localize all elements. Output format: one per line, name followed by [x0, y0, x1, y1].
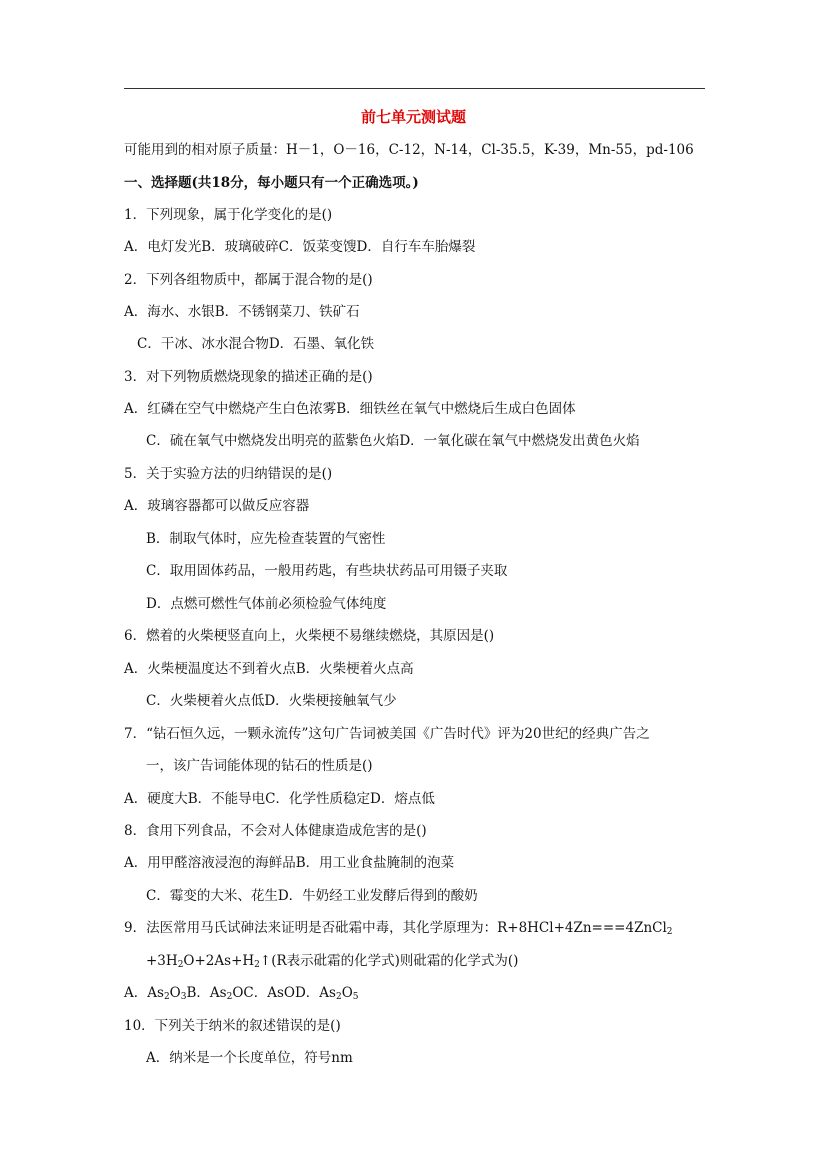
q9-part: ↑(R表示砒霜的化学式)则砒霜的化学式为() [259, 953, 519, 969]
question-7-options: A．硬度大B．不能导电C．化学性质稳定D．熔点低 [124, 791, 435, 807]
q9-sub: 2 [177, 960, 184, 970]
question-2-options-cd: C．干冰、冰水混合物D．石墨、氧化铁 [137, 336, 375, 352]
question-5-option-c: C．取用固体药品，一般用药匙，有些块状药品可用镊子夹取 [146, 563, 508, 579]
q9-text: 9．法医常用马氏试砷法来证明是否砒霜中毒，其化学原理为：R+8HCl+4Zn===4ZnCl [124, 920, 667, 936]
question-9-line-2 [146, 951, 518, 975]
question-5-option-a: A．玻璃容器都可以做反应容器 [124, 498, 310, 514]
question-2-options-ab: A．海水、水银B．不锈钢菜刀、铁矿石 [124, 304, 360, 320]
question-6-options-ab: A．火柴梗温度达不到着火点B．火柴梗着火点高 [124, 661, 414, 677]
question-1-options: A．电灯发光B．玻璃破碎C．饭菜变馊D．自行车车胎爆裂 [124, 239, 476, 255]
q9-sub: 2 [666, 927, 673, 937]
q9-sub: 2 [163, 992, 170, 1002]
question-1: 1．下列现象，属于化学变化的是() [124, 207, 333, 223]
q9-opt: O [169, 985, 181, 1001]
question-10-option-a: A．纳米是一个长度单位，符号nm [146, 1050, 353, 1066]
q9-sub: 5 [352, 992, 359, 1002]
question-9-line-1 [124, 918, 673, 942]
q9-opt: A．As [124, 985, 164, 1001]
question-5-option-b: B．制取气体时，应先检查装置的气密性 [146, 531, 386, 547]
question-5: 5．关于实验方法的归纳错误的是() [124, 466, 333, 482]
section-heading: 一、选择题(共18分，每小题只有一个正确选项。) [124, 175, 419, 191]
q9-sub: 3 [180, 992, 187, 1002]
question-8: 8．食用下列食品，不会对人体健康造成危害的是() [124, 823, 427, 839]
question-2: 2．下列各组物质中，都属于混合物的是() [124, 272, 373, 288]
q9-part: O+2As+H [183, 953, 255, 969]
q9-sub: 2 [226, 992, 233, 1002]
q9-part: +3H [146, 953, 178, 969]
page-title: 前七单元测试题 [360, 108, 466, 126]
atomic-masses-line: 可能用到的相对原子质量：H－1，O－16，C-12，N-14，Cl-35.5，K-39，Mn-55，pd-106 [124, 142, 694, 158]
question-8-options-ab: A．用甲醛溶液浸泡的海鲜品B．用工业食盐腌制的泡菜 [124, 855, 455, 871]
q9-opt: B．As [186, 985, 227, 1001]
question-8-options-cd: C．霉变的大米、花生D．牛奶经工业发酵后得到的酸奶 [146, 888, 478, 904]
question-10: 10．下列关于纳米的叙述错误的是() [124, 1018, 341, 1034]
question-3-options-ab: A．红磷在空气中燃烧产生白色浓雾B．细铁丝在氧气中燃烧后生成白色固体 [124, 401, 576, 417]
q9-sub: 2 [254, 960, 260, 970]
question-5-option-d: D．点燃可燃性气体前必须检验气体纯度 [146, 596, 387, 612]
question-6-options-cd: C．火柴梗着火点低D．火柴梗接触氧气少 [146, 693, 397, 709]
header-rule [124, 88, 705, 89]
question-3-options-cd: C．硫在氧气中燃烧发出明亮的蓝紫色火焰D．一氧化碳在氧气中燃烧发出黄色火焰 [146, 433, 640, 449]
question-6: 6．燃着的火柴梗竖直向上，火柴梗不易继续燃烧，其原因是() [124, 628, 495, 644]
q9-opt: OC．AsOD．As [232, 985, 336, 1001]
question-9-options [124, 983, 359, 1007]
question-7-line-2: 一，该广告词能体现的钻石的性质是() [146, 758, 373, 774]
question-7-line-1: 7．“钻石恒久远，一颗永流传”这句广告词被美国《广告时代》评为20世纪的经典广告之 [124, 726, 650, 742]
q9-sub: 2 [335, 992, 342, 1002]
question-3: 3．对下列物质燃烧现象的描述正确的是() [124, 369, 373, 385]
q9-opt: O [341, 985, 353, 1001]
